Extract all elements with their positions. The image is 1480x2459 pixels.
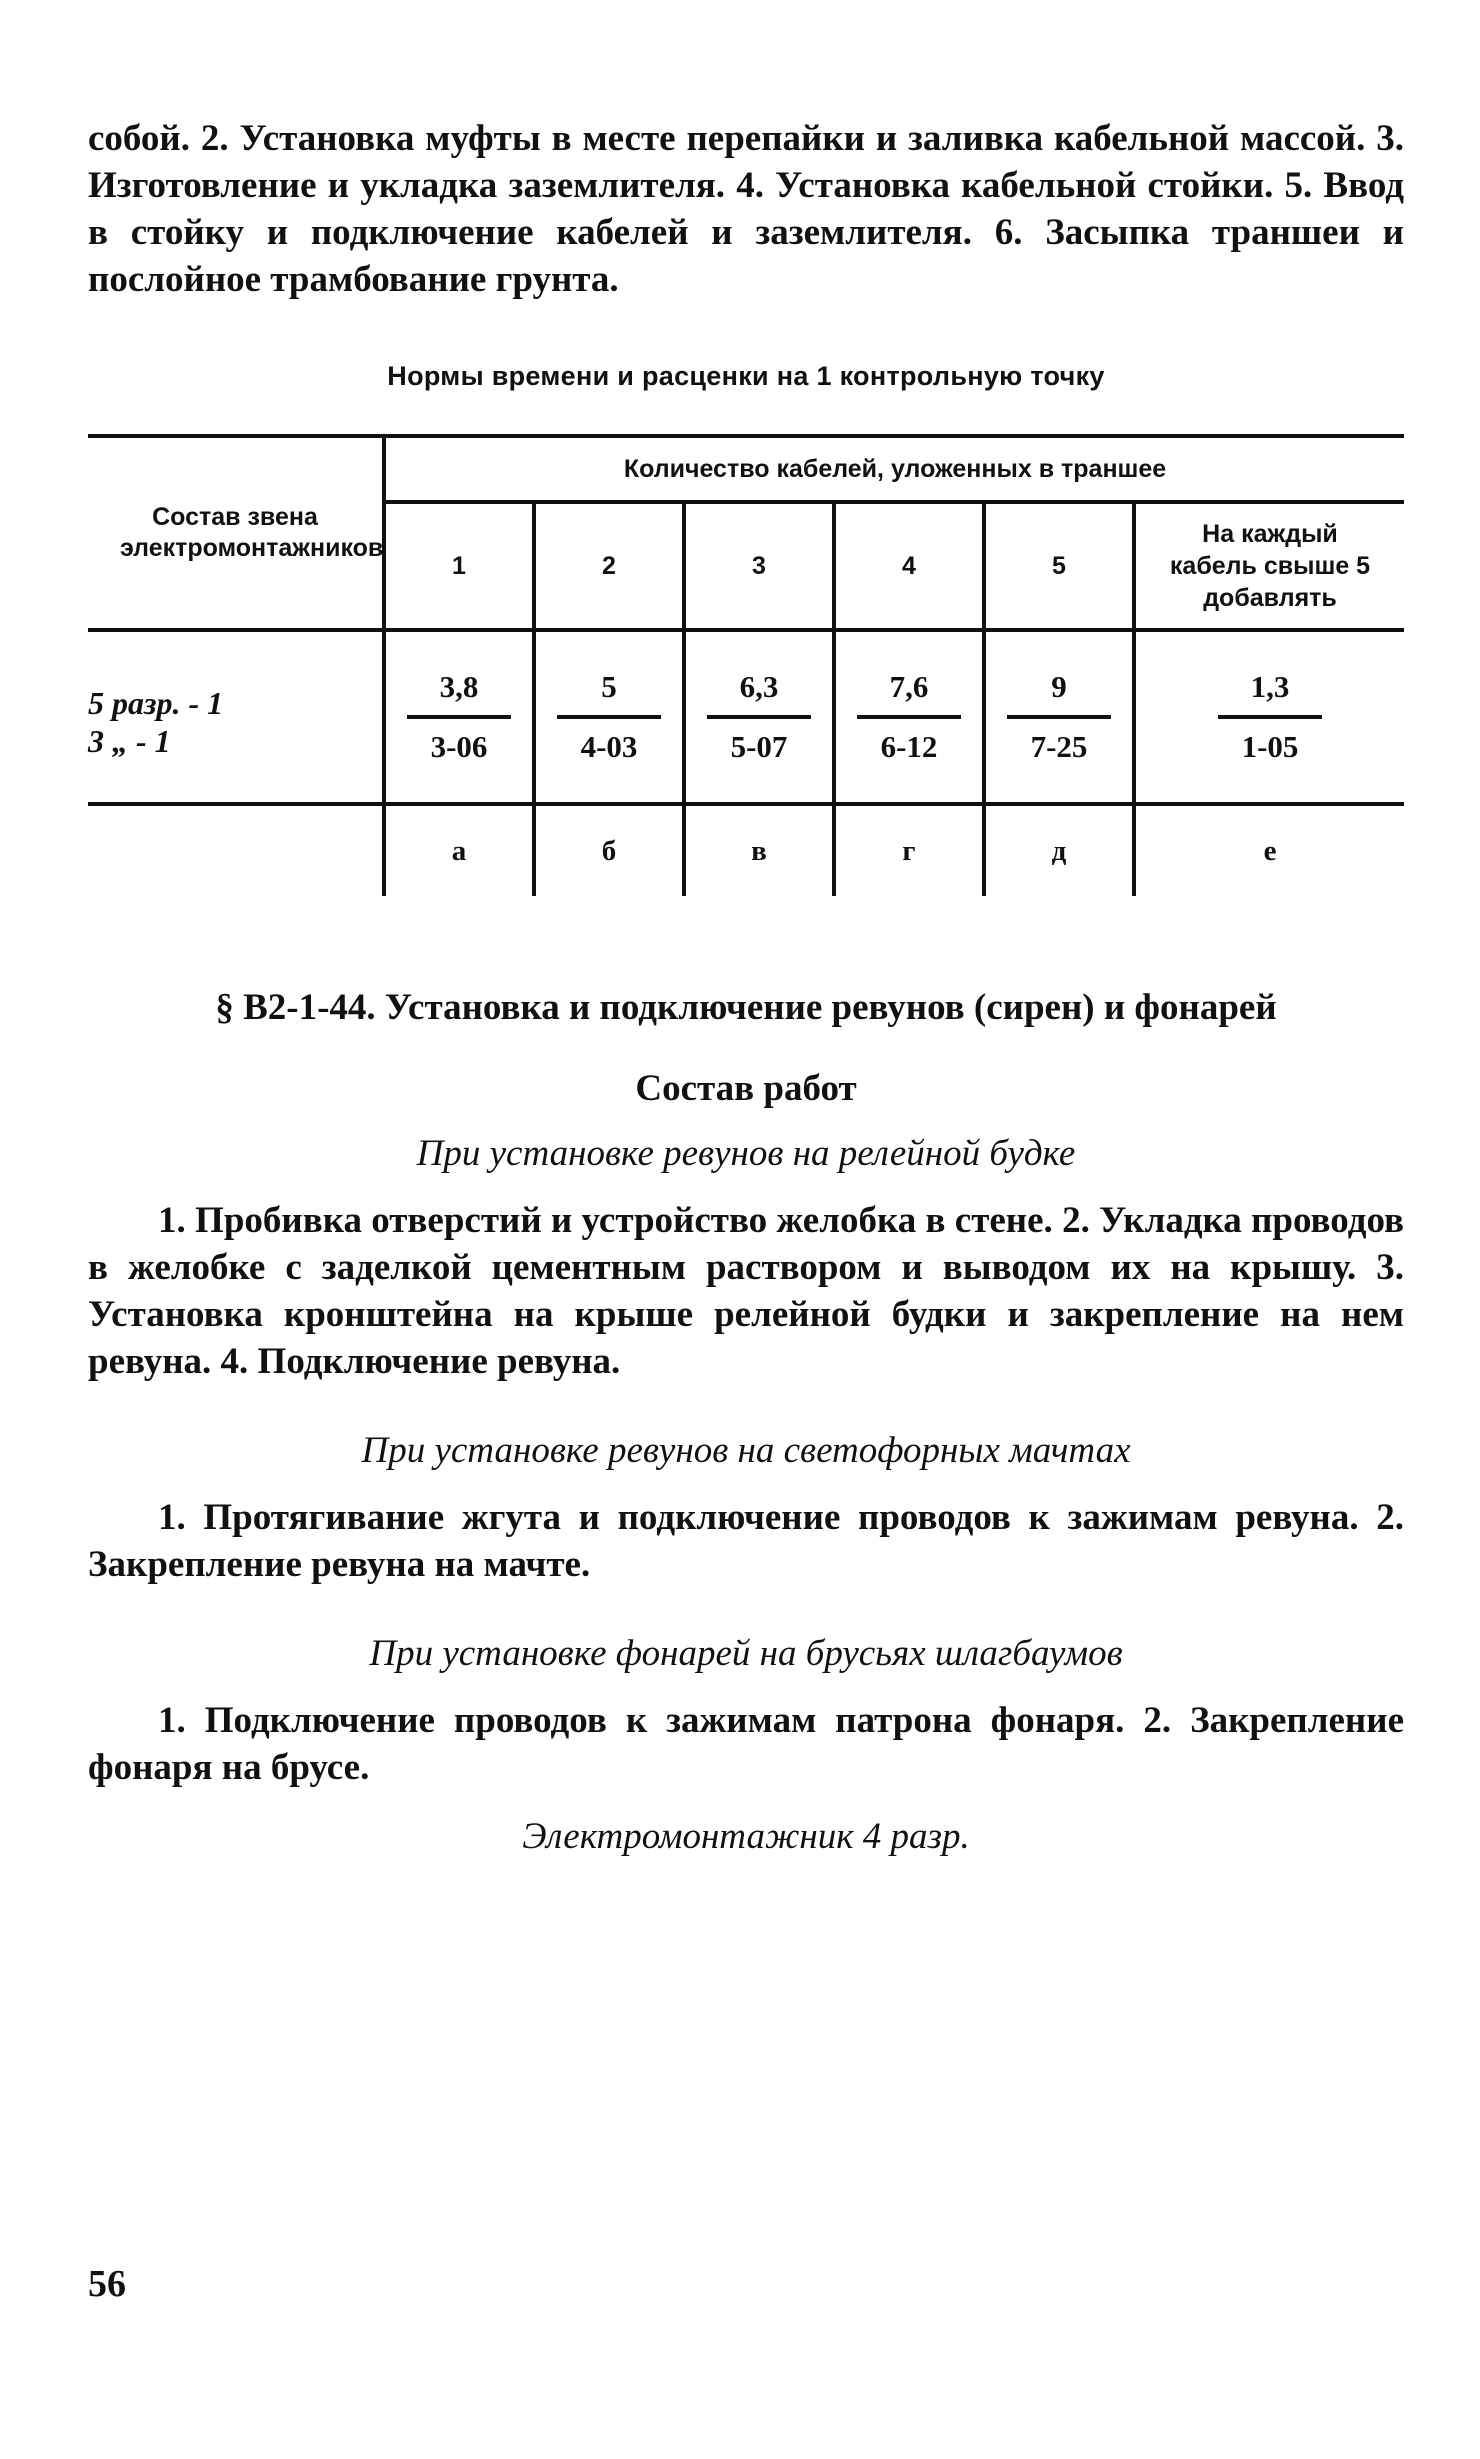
block-text: 1. Подключение проводов к зажимам патрона фонаря. 2. Закрепление фонаря на брусе. [88, 1700, 1404, 1788]
rate: 1-05 [1241, 729, 1299, 764]
norms-table [88, 434, 1404, 896]
norm-cell [384, 630, 534, 804]
norm-fraction [1218, 669, 1322, 765]
block-heading: При установке ревунов на релейной будке [416, 1133, 1076, 1174]
column-header: 5 [984, 502, 1134, 630]
rate: 4-03 [580, 729, 638, 764]
group-header-cell [384, 436, 1404, 502]
column-header: 2 [534, 502, 684, 630]
norm-fraction [1007, 669, 1111, 765]
norm-cell [1134, 630, 1404, 804]
row-header-label: Состав звена электромонтажников [120, 503, 384, 562]
time-norm: 1,3 [1218, 669, 1322, 719]
norm-fraction [707, 669, 811, 765]
norm-fraction [557, 669, 661, 765]
column-letter: д [984, 804, 1134, 896]
norm-fraction [857, 669, 961, 765]
page-number: 56 [88, 2263, 126, 2305]
norm-cell [834, 630, 984, 804]
crew-line: 5 разр. - 1 [88, 685, 224, 721]
worker-grade: Электромонтажник 4 разр. [522, 1816, 970, 1857]
column-header: 3 [684, 502, 834, 630]
column-letter: г [834, 804, 984, 896]
time-norm: 5 [557, 669, 661, 719]
letter-row-blank [88, 804, 384, 896]
block-text: 1. Пробивка отверстий и устройство желобка в стене. 2. Укладка проводов в желобке с заделкой цементным раствором и выводом их на крышу. 3. Установка кронштейна на крыше релейной будки и закрепление на нем ревуна. 4. Подключение ревуна. [88, 1200, 1404, 1382]
row-header-cell [88, 436, 384, 630]
table-caption: Нормы времени и расценки на 1 контрольную точку [387, 361, 1105, 391]
block-text: 1. Протягивание жгута и подключение проводов к зажимам ревуна. 2. Закрепление ревуна на мачте. [88, 1497, 1404, 1585]
norm-cell [534, 630, 684, 804]
section-subtitle: Состав работ [635, 1068, 857, 1109]
time-norm: 7,6 [857, 669, 961, 719]
section-title: § В2-1-44. Установка и подключение ревунов (сирен) и фонарей [215, 987, 1277, 1028]
crew-line: 3 „ - 1 [88, 723, 171, 759]
column-letter: б [534, 804, 684, 896]
column-header-extra [1134, 502, 1404, 630]
group-header-label: Количество кабелей, уложенных в траншее [623, 454, 1167, 483]
block-heading: При установке ревунов на светофорных мачтах [361, 1430, 1131, 1471]
column-letter: е [1134, 804, 1404, 896]
rate: 6-12 [880, 729, 938, 764]
norm-cell [684, 630, 834, 804]
time-norm: 6,3 [707, 669, 811, 719]
norm-fraction [407, 669, 511, 765]
column-header-extra-label: На каждый кабель свыше 5 добавлять [1169, 520, 1371, 612]
column-letter: а [384, 804, 534, 896]
column-letter: в [684, 804, 834, 896]
time-norm: 3,8 [407, 669, 511, 719]
crew-cell [88, 630, 384, 804]
norm-cell [984, 630, 1134, 804]
rate: 5-07 [730, 729, 788, 764]
intro-paragraph: собой. 2. Установка муфты в месте перепайки и заливка кабельной массой. 3. Изготовление и укладка заземлителя. 4. Установка кабельной стойки. 5. Ввод в стойку и подключение кабелей и заземлителя. 6. Засыпка траншеи и послойное трамбование грунта. [88, 118, 1404, 300]
column-header: 1 [384, 502, 534, 630]
column-header: 4 [834, 502, 984, 630]
time-norm: 9 [1007, 669, 1111, 719]
block-heading: При установке фонарей на брусьях шлагбаумов [369, 1633, 1123, 1674]
page-content [88, 115, 1404, 1860]
rate: 3-06 [430, 729, 488, 764]
rate: 7-25 [1030, 729, 1088, 764]
